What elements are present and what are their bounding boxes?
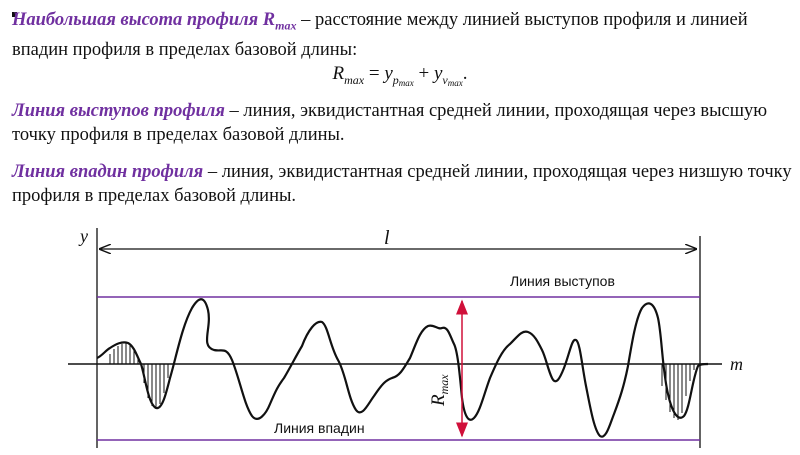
hatched-areas xyxy=(110,343,694,420)
mean-line-label: m xyxy=(730,354,743,374)
definition-rmax-text: – расстояние между линией выступов профиля и линией впадин профиля в пределах базовой длины: xyxy=(12,10,748,60)
profile-figure xyxy=(0,218,800,450)
term-valley-line: Линия впадин профиля xyxy=(12,162,204,182)
valley-line-label: Линия впадин xyxy=(274,420,365,436)
definition-rmax xyxy=(12,8,792,62)
definition-valley-line xyxy=(12,160,792,208)
definition-peak-line xyxy=(12,99,792,147)
peak-line-label: Линия выступов xyxy=(510,273,615,289)
term-rmax: Наибольшая высота профиля $R_{max}$ xyxy=(12,10,297,33)
y-axis-label: y xyxy=(80,226,88,246)
definition-valley-line-text: – линия, эквидистантная средней линии, проходящая через низшую точку профиля в пределах базовой длины. xyxy=(12,162,792,206)
term-peak-line: Линия выступов профиля xyxy=(12,101,225,121)
base-length-label: l xyxy=(384,227,390,249)
profile-diagram xyxy=(0,218,800,450)
definition-peak-line-text: – линия, эквидистантная средней линии, проходящая через высшую точку профиля в пределах базовой длины. xyxy=(12,101,768,145)
roughness-profile-curve xyxy=(97,299,708,436)
rmax-formula: $R_{max} = y_{pmax} + y_{vmax}$. xyxy=(332,63,468,88)
svg-text:Rmax: $R_{max}$ xyxy=(428,374,451,406)
rmax-arrow-label xyxy=(428,374,451,407)
